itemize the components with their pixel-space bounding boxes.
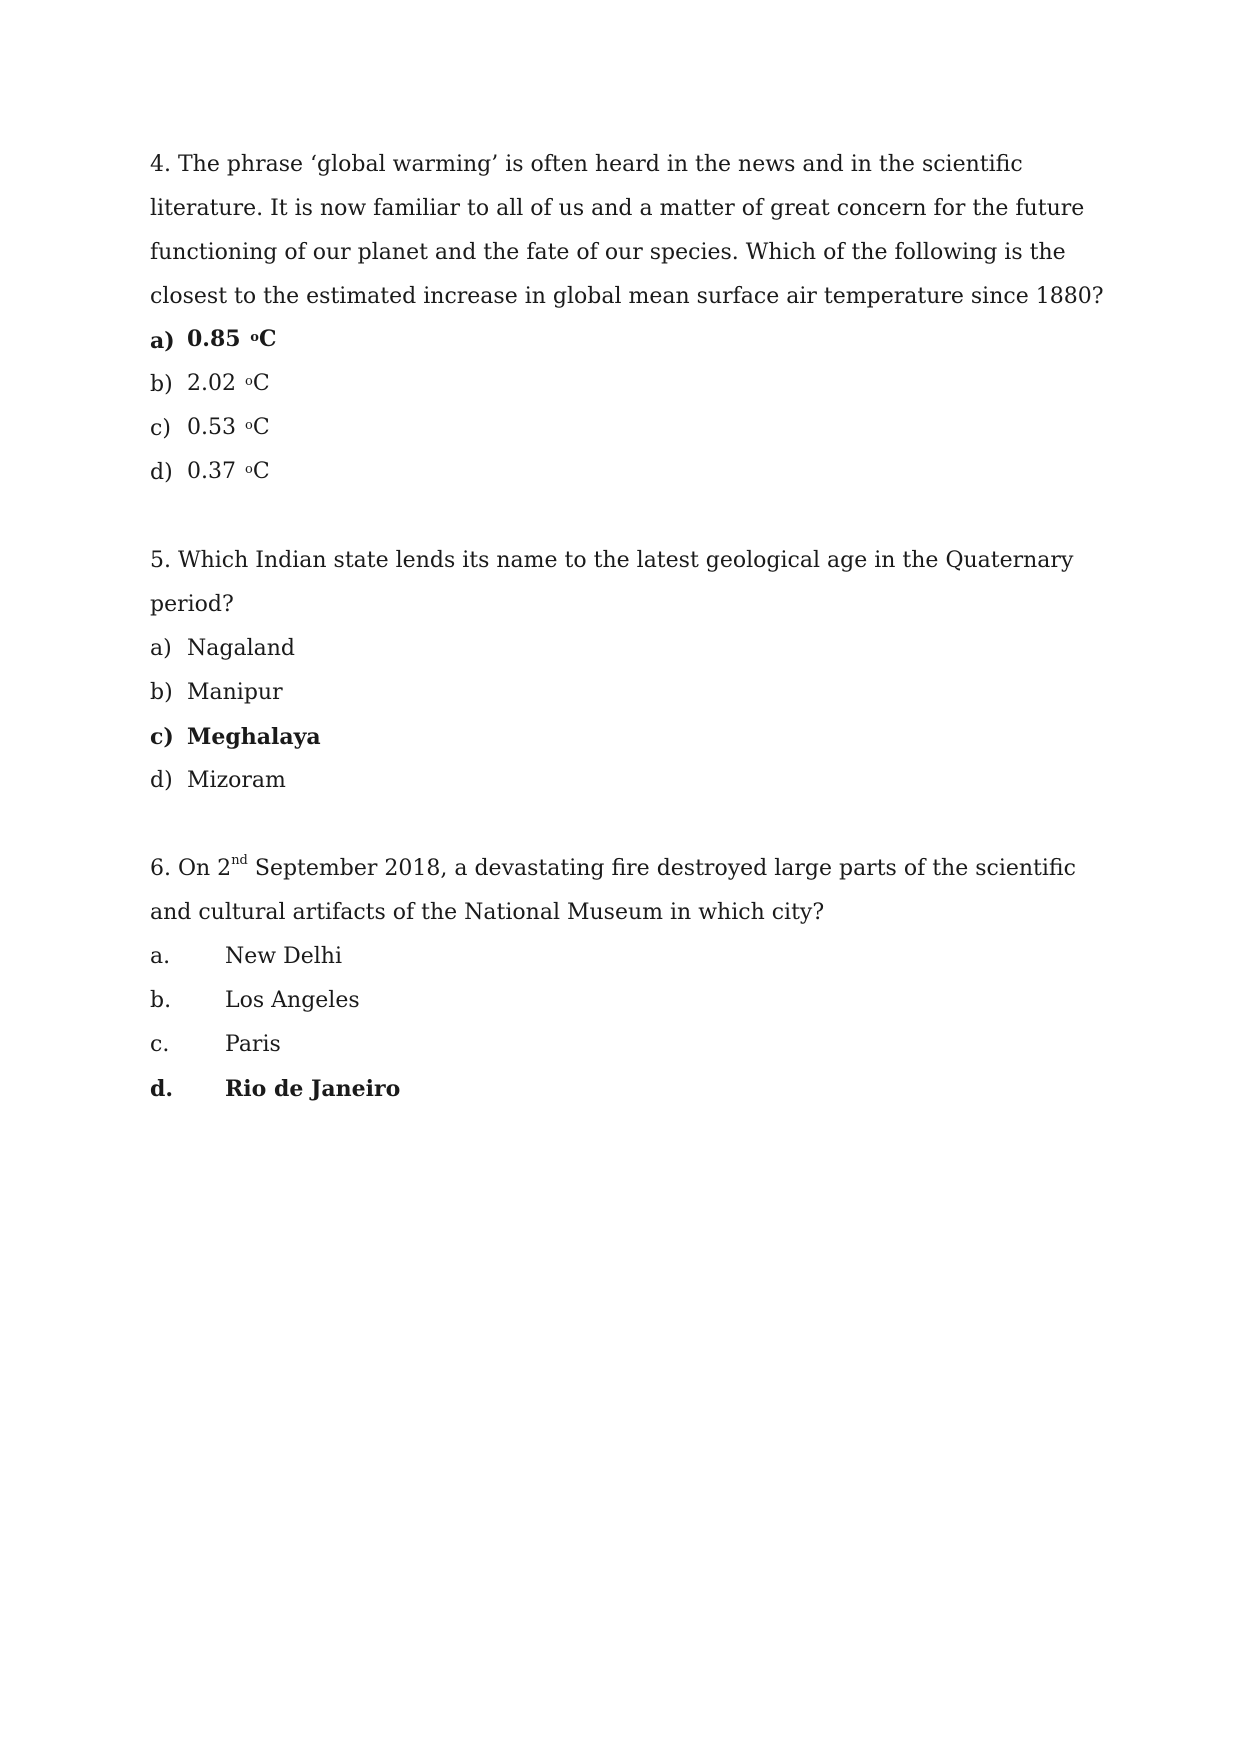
option-b [150,671,1110,715]
spacer [150,803,1110,847]
option-value: New Delhi [225,944,342,969]
option-value: Rio de Janeiro [225,1076,401,1102]
option-a [150,627,1110,671]
question-4-options [150,319,1110,495]
option-d [150,759,1110,803]
option-letter: c) [150,416,171,441]
option-letter: b) [150,372,173,397]
option-value: Mizoram [187,768,286,793]
option-a [150,319,1110,363]
question-5 [150,539,1110,803]
question-6 [150,847,1110,1111]
option-c [150,715,1110,759]
spacer [150,495,1110,539]
question-6-options [150,935,1110,1111]
question-5-options [150,627,1110,803]
option-letter: d) [150,460,173,485]
option-value: 0.53 $^o$C [187,414,270,440]
question-5-text: 5. Which Indian state lends its name to the latest geological age in the Quaternary period? [150,548,1074,617]
option-a [150,935,1110,979]
option-letter: b) [150,680,173,705]
option-c [150,407,1110,451]
document-page [150,143,1110,1111]
option-value: 2.02 $^o$C [187,370,270,396]
option-b [150,363,1110,407]
option-value: Los Angeles [225,988,360,1013]
option-value: Meghalaya [187,724,321,750]
option-letter: a) [150,328,175,354]
option-letter: a. [150,944,171,969]
option-letter: c) [150,724,174,750]
option-letter: c. [150,1032,170,1057]
option-letter: d) [150,768,173,793]
question-6-text: 6. On 2nd September 2018, a devastating fire destroyed large parts of the scientific and cultural artifacts of the National Museum in which city? [150,852,1076,925]
option-value: 0.85 $^o$C [187,326,277,352]
option-value: Nagaland [187,636,295,661]
option-letter: a) [150,636,172,661]
option-value: 0.37 $^o$C [187,458,270,484]
option-b [150,979,1110,1023]
option-value: Manipur [187,680,283,705]
option-value: Paris [225,1032,281,1057]
option-d [150,1067,1110,1111]
question-4 [150,143,1110,495]
option-d [150,451,1110,495]
question-4-text: 4. The phrase ‘global warming’ is often heard in the news and in the scientific literature. It is now familiar to all of us and a matter of great concern for the future functioning of our planet and the fate of our species. Which of the following is the closest to the estimated increase in global mean surface air temperature since 1880? [150,152,1104,309]
option-c [150,1023,1110,1067]
option-letter: d. [150,1076,174,1102]
option-letter: b. [150,988,172,1013]
